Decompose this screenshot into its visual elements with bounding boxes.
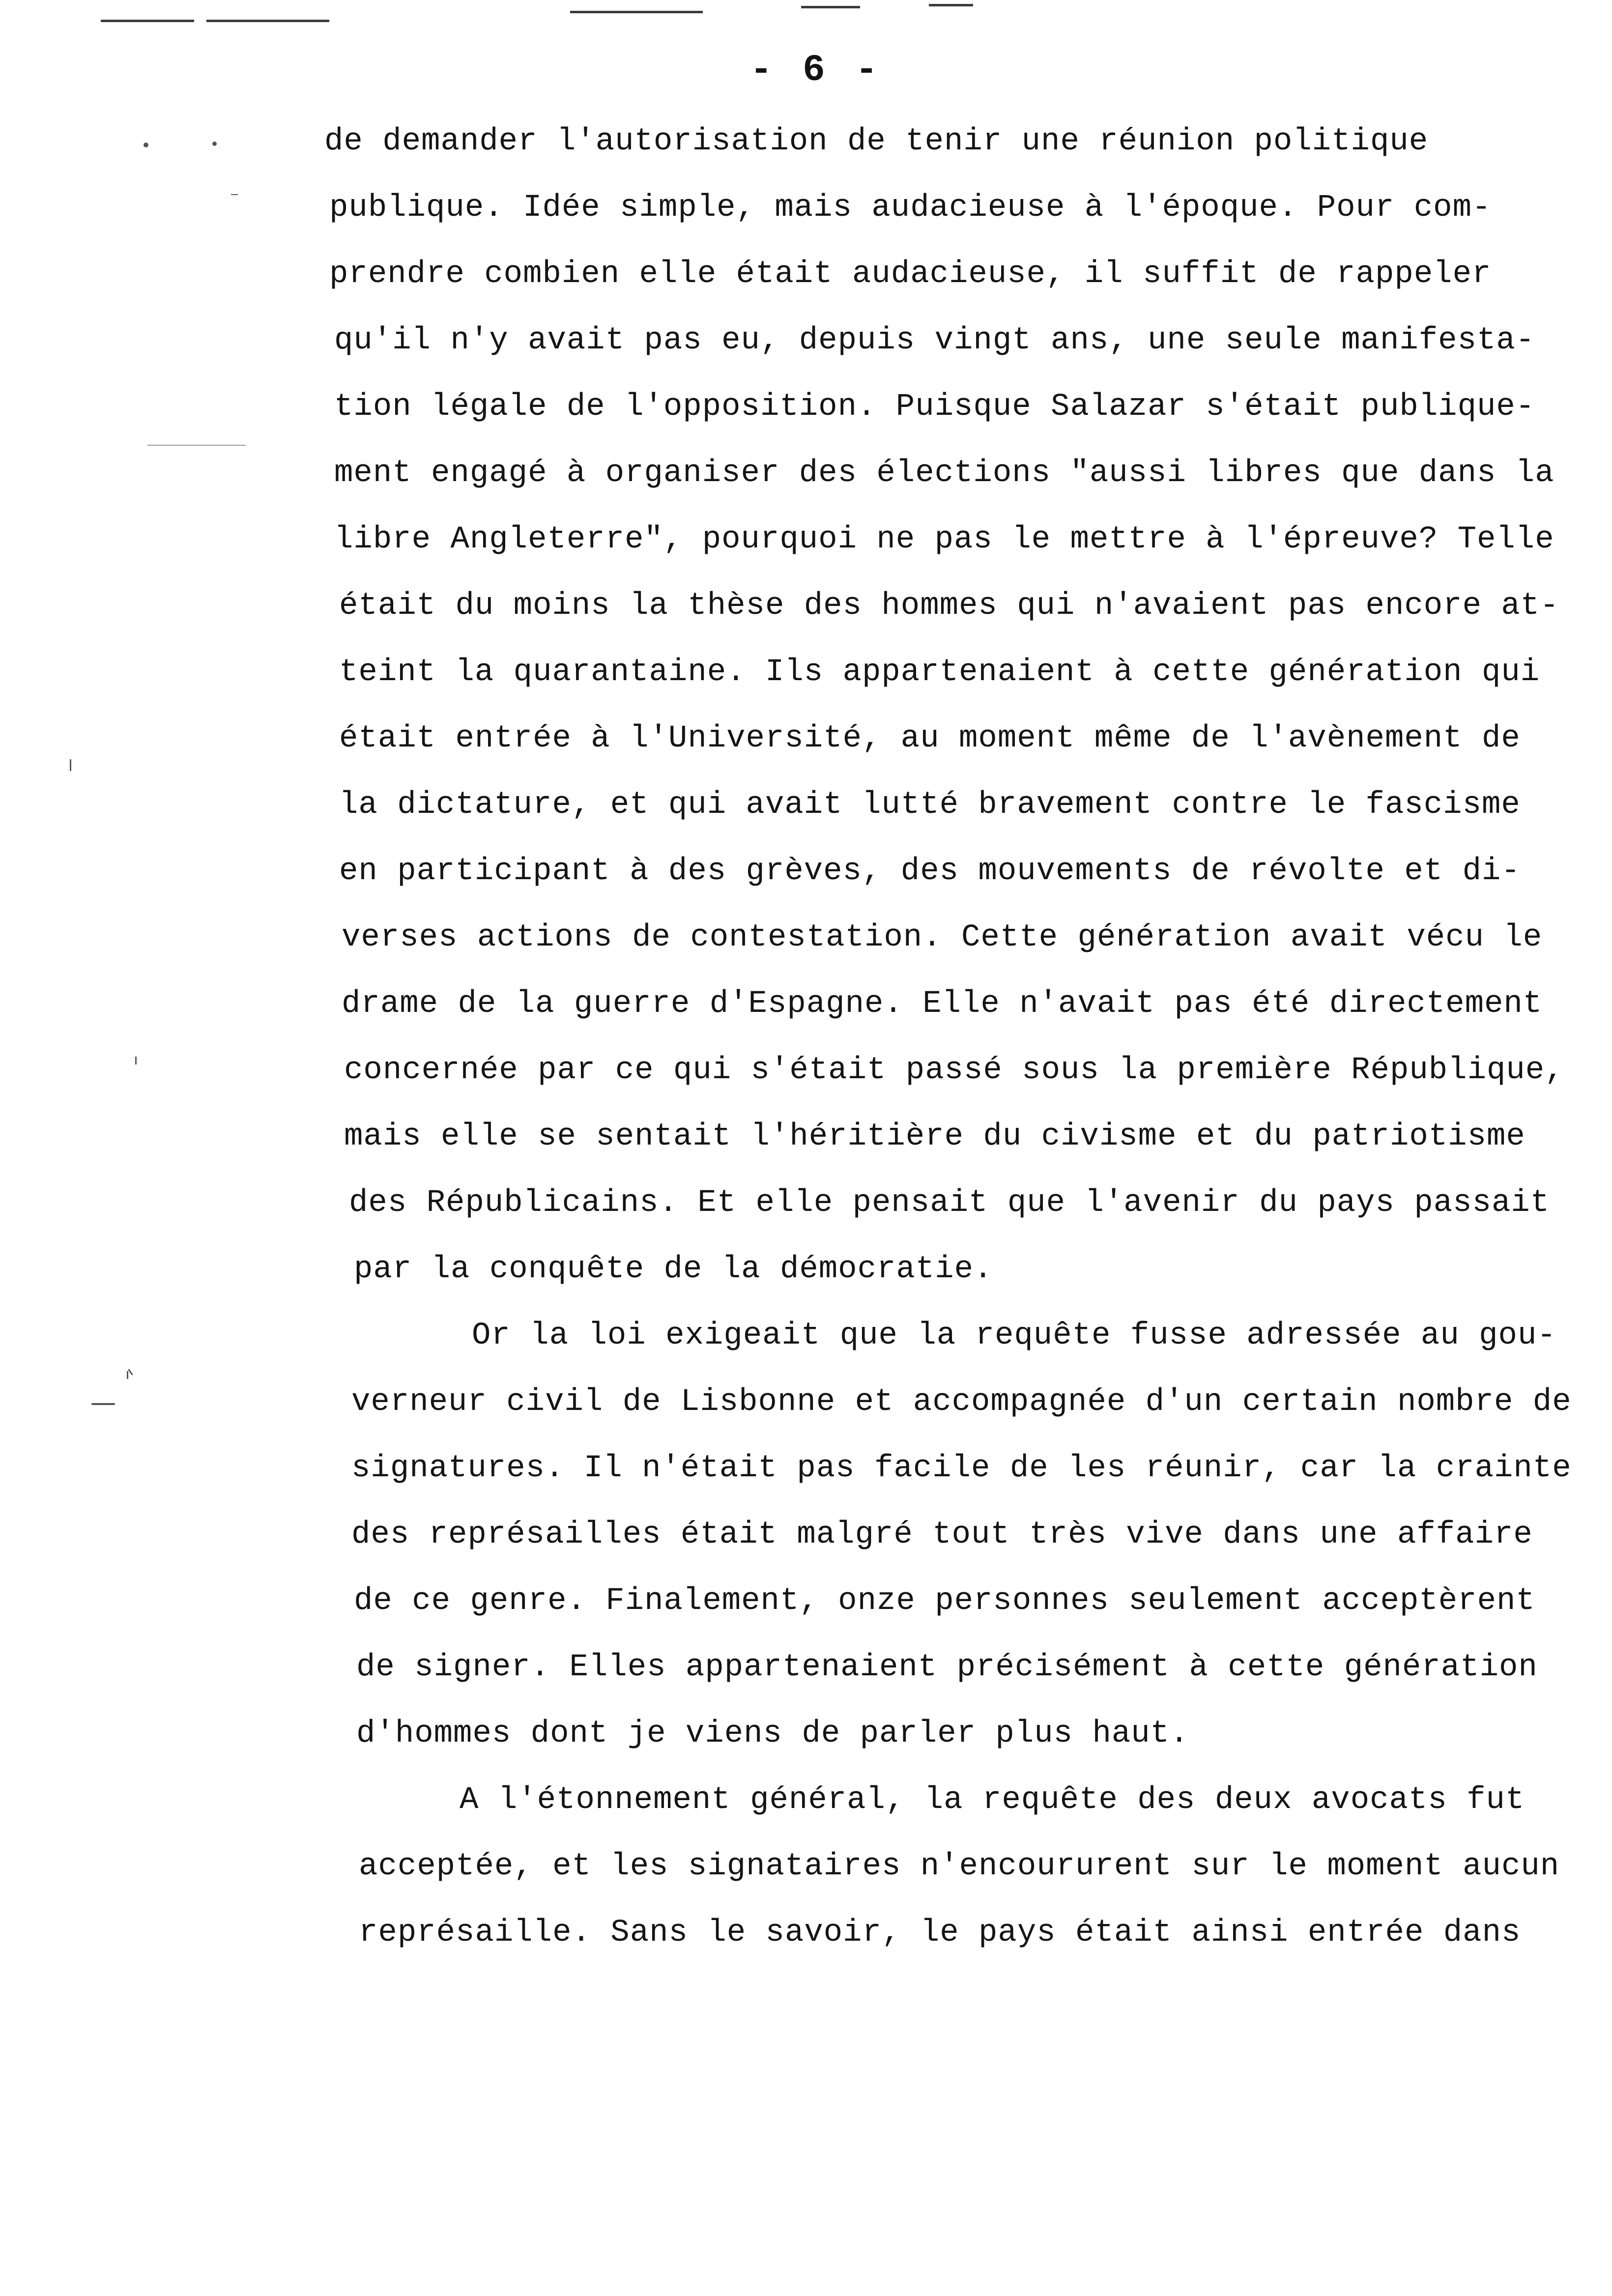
text-line: de demander l'autorisation de tenir une réunion politique (324, 124, 1429, 159)
margin-mark (91, 1403, 115, 1405)
text-line: était du moins la thèse des hommes qui n'avaient pas encore at- (339, 588, 1559, 624)
text-line: signatures. Il n'était pas facile de les réunir, car la crainte (351, 1451, 1572, 1486)
margin-mark (231, 194, 238, 195)
text-line: verses actions de contestation. Cette génération avait vécu le (342, 920, 1543, 955)
text-line: de signer. Elles appartenaient précisément à cette génération (356, 1650, 1538, 1685)
text-line: concernée par ce qui s'était passé sous la première République, (344, 1053, 1564, 1088)
text-line: qu'il n'y avait pas eu, depuis vingt ans, une seule manifesta- (334, 323, 1535, 358)
text-line: acceptée, et les signataires n'encoururent sur le moment aucun (359, 1849, 1560, 1884)
text-line: représaille. Sans le savoir, le pays était ainsi entrée dans (359, 1915, 1521, 1951)
margin-mark (127, 1371, 128, 1379)
text-line: ment engagé à organiser des élections "aussi libres que dans la (334, 456, 1554, 491)
text-line: de ce genre. Finalement, onze personnes seulement acceptèrent (354, 1583, 1535, 1619)
text-line: des représailles était malgré tout très vive dans une affaire (351, 1517, 1533, 1552)
top-rule (206, 20, 329, 22)
margin-mark (70, 759, 71, 771)
top-rule (929, 4, 973, 6)
text-line: teint la quarantaine. Ils appartenaient à cette génération qui (339, 655, 1540, 690)
text-line: verneur civil de Lisbonne et accompagnée d'un certain nombre de (351, 1384, 1572, 1420)
top-rule (801, 6, 860, 8)
text-line: tion légale de l'opposition. Puisque Salazar s'était publique- (334, 389, 1535, 425)
margin-mark (144, 143, 148, 147)
text-line: la dictature, et qui avait lutté bravement contre le fascisme (339, 787, 1521, 823)
margin-mark (128, 1369, 133, 1375)
text-line: Or la loi exigeait que la requête fusse adressée au gou- (472, 1318, 1556, 1353)
margin-mark (212, 142, 217, 146)
text-line: prendre combien elle était audacieuse, il suffit de rappeler (329, 257, 1492, 292)
text-line: drame de la guerre d'Espagne. Elle n'avait pas été directement (342, 986, 1543, 1022)
text-line: publique. Idée simple, mais audacieuse à l'époque. Pour com- (329, 190, 1492, 226)
page-number: - 6 - (749, 49, 882, 91)
text-line: par la conquête de la démocratie. (354, 1252, 993, 1287)
text-line: A l'étonnement général, la requête des deux avocats fut (460, 1782, 1525, 1818)
text-line: était entrée à l'Université, au moment même de l'avènement de (339, 721, 1521, 756)
margin-mark (147, 445, 246, 446)
top-rule (101, 20, 194, 22)
text-line: d'hommes dont je viens de parler plus haut. (356, 1716, 1189, 1751)
text-line: mais elle se sentait l'héritière du civisme et du patriotisme (344, 1119, 1526, 1154)
margin-mark (135, 1057, 137, 1064)
top-rule (570, 11, 703, 13)
text-line: en participant à des grèves, des mouvements de révolte et di- (339, 854, 1521, 889)
text-line: des Républicains. Et elle pensait que l'avenir du pays passait (349, 1185, 1550, 1221)
text-line: libre Angleterre", pourquoi ne pas le mettre à l'épreuve? Telle (334, 522, 1554, 557)
